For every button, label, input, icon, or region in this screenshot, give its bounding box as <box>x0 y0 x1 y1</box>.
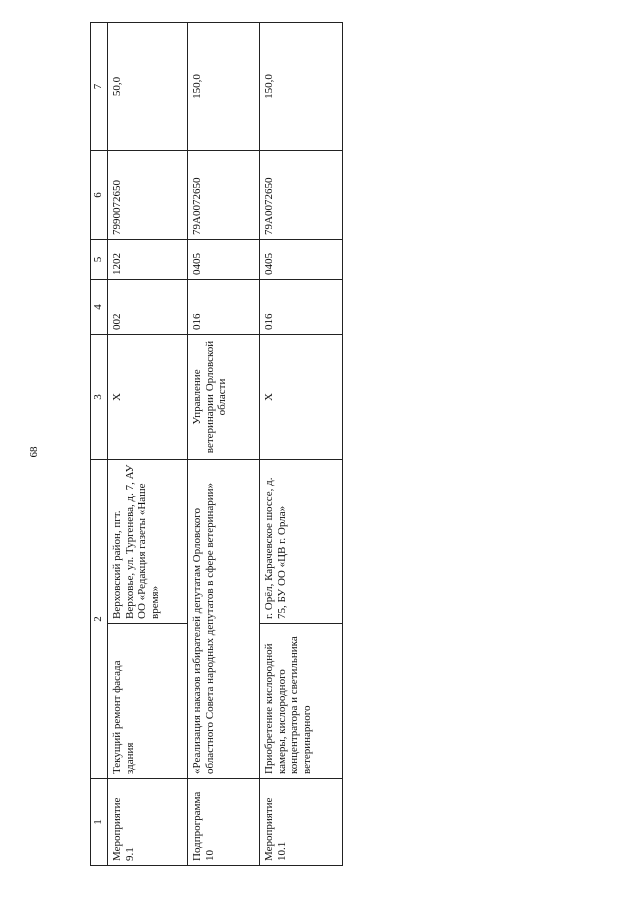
subprogram-title: «Реализация наказов избирателей депутатам Орловского областного Совета народных депутатов в сфере ветеринарии» <box>188 460 260 779</box>
row-label: Мероприятие 10.1 <box>260 779 343 866</box>
amount: 150,0 <box>260 23 343 151</box>
code-5: 0405 <box>188 240 260 280</box>
header-col-4: 4 <box>91 280 108 335</box>
code-6: 7990072650 <box>108 151 188 240</box>
executor: Х <box>260 335 343 460</box>
table-row <box>108 23 188 866</box>
work-description: Приобретение кислородной камеры, кислородного концентратора и светильника ветеринарного <box>260 624 343 779</box>
code-4: 016 <box>260 280 343 335</box>
header-col-5: 5 <box>91 240 108 280</box>
header-row <box>91 23 108 866</box>
work-description: Текущий ремонт фасада здания <box>108 624 188 779</box>
code-4: 016 <box>188 280 260 335</box>
table-row <box>188 23 260 866</box>
table-row <box>260 23 343 866</box>
page-number: 68 <box>28 446 40 458</box>
header-col-2: 2 <box>91 460 108 779</box>
executor: Управление ветеринарии Орловской области <box>188 335 260 460</box>
code-4: 002 <box>108 280 188 335</box>
amount: 50,0 <box>108 23 188 151</box>
row-label: Мероприятие 9.1 <box>108 779 188 866</box>
code-6: 79А0072650 <box>188 151 260 240</box>
header-col-3: 3 <box>91 335 108 460</box>
header-col-1: 1 <box>91 779 108 866</box>
budget-table <box>90 22 343 866</box>
code-5: 0405 <box>260 240 343 280</box>
work-address: Верховский район, пгт. Верховье, ул. Тургенева, д. 7, АУ ОО «Редакция газеты «Наше время» <box>108 460 188 624</box>
row-label: Подпрограмма 10 <box>188 779 260 866</box>
header-col-6: 6 <box>91 151 108 240</box>
work-address: г. Орёл, Карачевское шоссе, д. 75, БУ ОО «ЦВ г. Орла» <box>260 460 343 624</box>
code-6: 79А0072650 <box>260 151 343 240</box>
header-col-7: 7 <box>91 23 108 151</box>
amount: 150,0 <box>188 23 260 151</box>
executor: Х <box>108 335 188 460</box>
budget-table-rotated <box>90 23 343 866</box>
code-5: 1202 <box>108 240 188 280</box>
